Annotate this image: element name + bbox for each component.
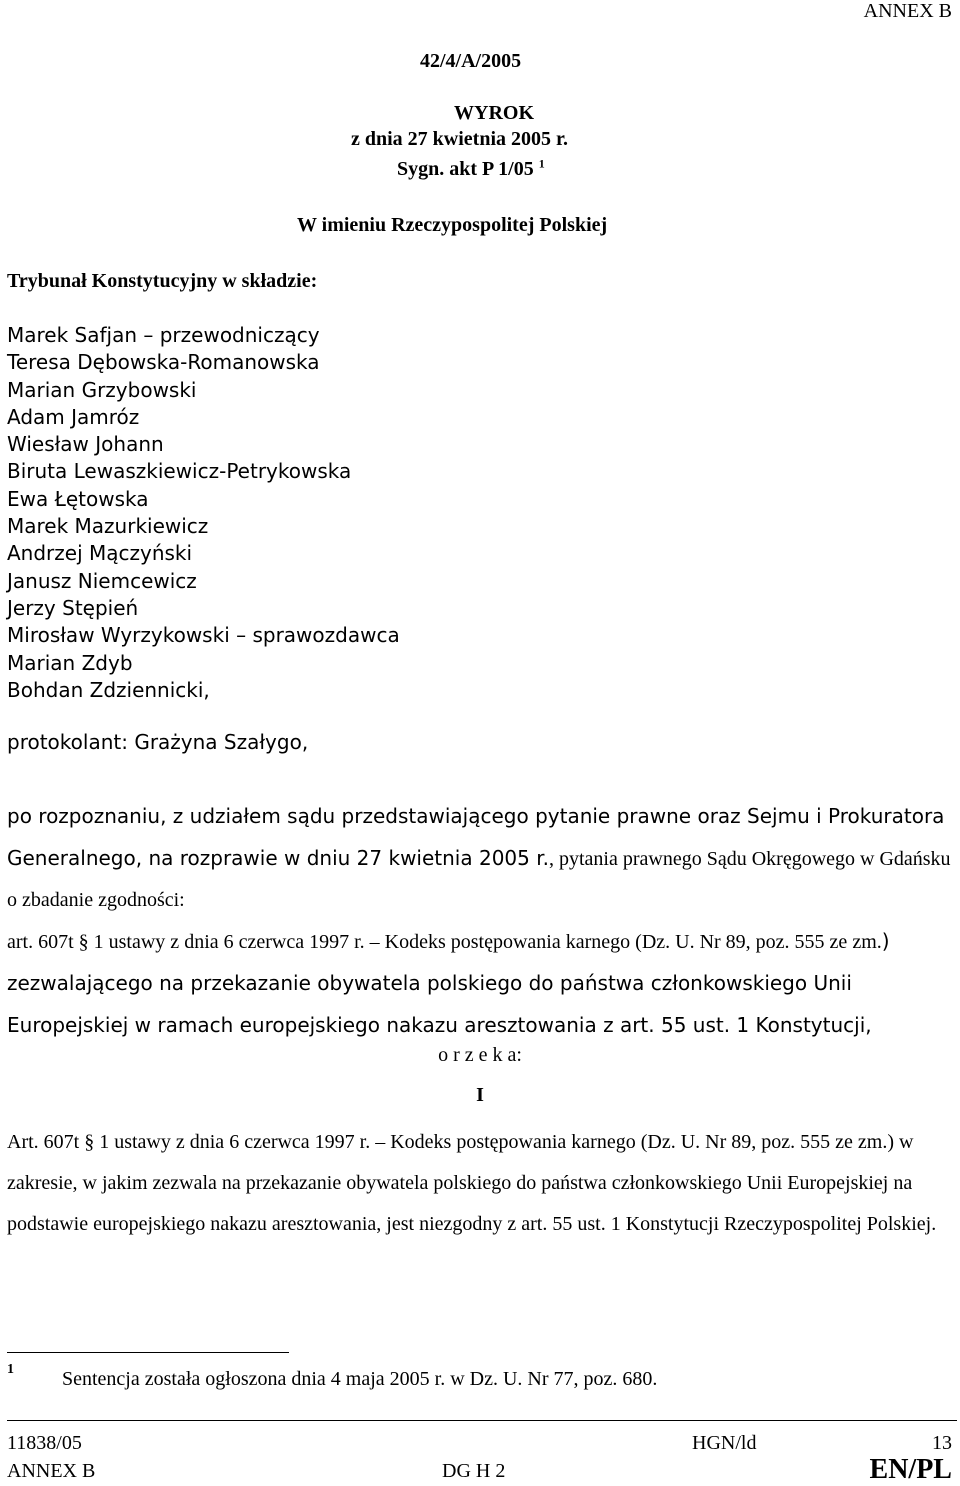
footnote-divider: [7, 1352, 289, 1353]
composition-heading: Trybunał Konstytucyjny w składzie:: [7, 270, 318, 292]
intro-part-3: art. 607t § 1 ustawy z dnia 6 czerwca 1997 r. – Kodeks postępowania karnego (Dz. U. Nr 89, poz. 555 ze zm.: [7, 931, 882, 953]
footnote-reference: 1: [538, 156, 545, 171]
member-item: Marian Grzybowski: [7, 377, 197, 402]
footer-language: EN/PL: [869, 1454, 952, 1485]
intro-part-4: ) zezwalającego na przekazanie obywatela polskiego do państwa członkowskiego Unii Europejskiej w ramach europejskiego nakazu aresztowania z art. 55 ust. 1 Konstytucji,: [7, 929, 890, 1037]
member-item: Adam Jamróz: [7, 404, 140, 429]
member-item: Janusz Niemcewicz: [7, 568, 197, 593]
case-signature: [397, 158, 545, 181]
section-number: I: [476, 1084, 484, 1106]
member-item: Marek Mazurkiewicz: [7, 514, 209, 539]
member-item: Mirosław Wyrzykowski – sprawozdawca: [7, 623, 400, 648]
members-list: [7, 322, 400, 704]
member-item: Marian Zdyb: [7, 650, 133, 675]
footer-divider: [7, 1420, 957, 1421]
footnote-text: Sentencja została ogłoszona dnia 4 maja 2005 r. w Dz. U. Nr 77, poz. 680.: [62, 1368, 658, 1390]
member-item: Biruta Lewaszkiewicz-Petrykowska: [7, 459, 352, 484]
footer-page-number: 13: [932, 1432, 952, 1454]
footer-annex: ANNEX B: [7, 1460, 96, 1482]
footer-doc-ref: 11838/05: [7, 1432, 82, 1454]
footer-dg: DG H 2: [442, 1460, 506, 1482]
judgment-title: WYROK: [454, 102, 534, 124]
footnote-marker: 1: [7, 1362, 14, 1377]
intro-part-1: po rozpoznaniu, z udziałem sądu przedstawiającego pytanie prawne oraz Sejmu i Prokuratora Generalnego, na rozprawie w dniu 27 kwietnia 2005 r.: [7, 804, 945, 870]
member-item: Wiesław Johann: [7, 432, 164, 457]
orzeka-heading: o r z e k a:: [438, 1044, 522, 1066]
case-signature-text: Sygn. akt P 1/05: [397, 158, 534, 180]
case-number: 42/4/A/2005: [420, 50, 522, 72]
intro-paragraph: [7, 796, 953, 1047]
member-item: Jerzy Stępień: [7, 595, 139, 620]
member-item: Ewa Łętowska: [7, 486, 149, 511]
recorder-line: protokolant: Grażyna Szałygo,: [7, 730, 309, 754]
footer-author: HGN/ld: [692, 1432, 757, 1454]
member-item: Teresa Dębowska-Romanowska: [7, 350, 320, 375]
judgment-date: z dnia 27 kwietnia 2005 r.: [351, 128, 569, 150]
intro-part-2: , pytania prawnego Sądu Okręgowego w Gdańsku o zbadanie zgodności:: [7, 848, 951, 911]
member-item: Bohdan Zdziennicki,: [7, 677, 210, 702]
annex-label-top: ANNEX B: [863, 0, 952, 22]
member-item: Marek Safjan – przewodniczący: [7, 323, 320, 347]
ruling-paragraph: Art. 607t § 1 ustawy z dnia 6 czerwca 1997 r. – Kodeks postępowania karnego (Dz. U. Nr 89, poz. 555 ze zm.) w zakresie, w jakim zezwala na przekazanie obywatela polskiego do państwa członkowskiego Unii Europejskiej na podstawie europejskiego nakazu aresztowania, jest niezgodny z art. 55 ust. 1 Konstytucji Rzeczypospolitej Polskiej.: [7, 1131, 937, 1235]
in-the-name-line: W imieniu Rzeczypospolitej Polskiej: [297, 214, 608, 236]
member-item: Andrzej Mączyński: [7, 541, 193, 566]
